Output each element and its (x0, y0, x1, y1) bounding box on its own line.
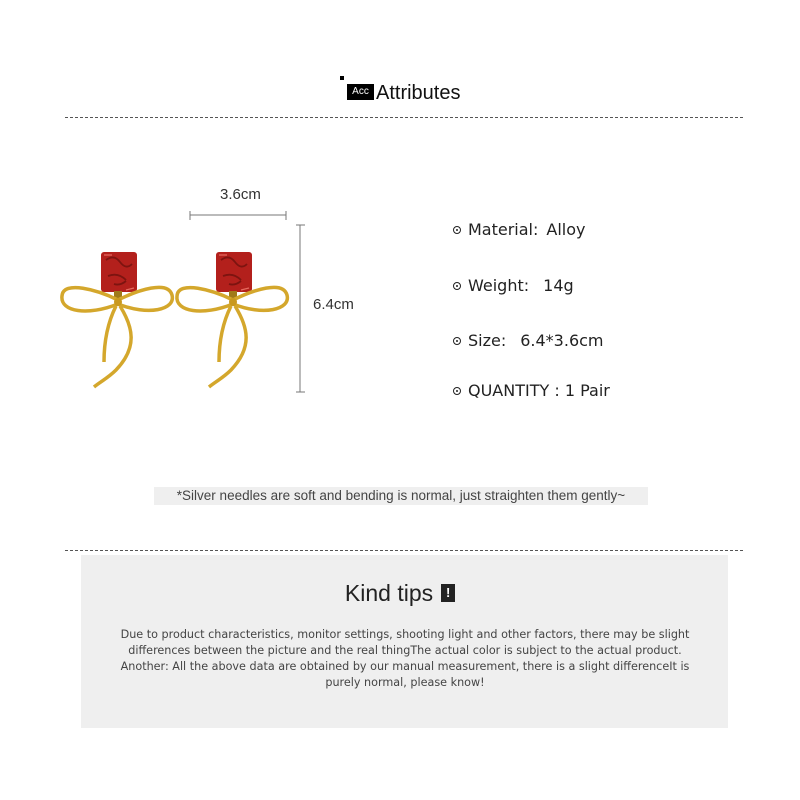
bullet-icon (453, 337, 461, 345)
spec-label: Material: (468, 220, 539, 239)
bottom-divider (65, 550, 743, 551)
bullet-icon (453, 282, 461, 290)
height-dimension-label: 6.4cm (313, 296, 354, 313)
spec-label: QUANTITY : 1 Pair (468, 381, 610, 400)
kind-tips-title: Kind tips (344, 580, 434, 606)
spec-value: 6.4*3.6cm (520, 331, 604, 350)
exclamation-icon: ! (441, 584, 455, 602)
kind-tips-body: Due to product characteristics, monitor settings, shooting light and other factors, there may be slight differences between the picture and the real thingThe actual color is subject to the actual product. Another: All the above data are obtained by our manual measurement, there is a slight differenceIt is purely normal, please know! (120, 628, 690, 689)
spec-quantity (453, 381, 610, 400)
bullet-icon (453, 226, 461, 234)
spec-size (453, 331, 604, 350)
spec-value: 14g (543, 276, 574, 295)
spec-value: Alloy (546, 220, 586, 239)
top-divider (65, 117, 743, 118)
kind-tips-heading (0, 580, 800, 607)
width-dimension-label: 3.6cm (220, 186, 261, 203)
spec-material (453, 220, 585, 239)
spec-weight (453, 276, 574, 295)
care-note: *Silver needles are soft and bending is normal, just straighten them gently~ (154, 487, 648, 505)
header-badge: Acc (347, 84, 374, 100)
spec-label: Size: (468, 331, 507, 350)
section-title: Attributes (376, 82, 461, 104)
earrings-product-image (60, 180, 380, 410)
bullet-icon (453, 387, 461, 395)
header-bullet-icon (340, 76, 344, 80)
spec-label: Weight: (468, 276, 530, 295)
